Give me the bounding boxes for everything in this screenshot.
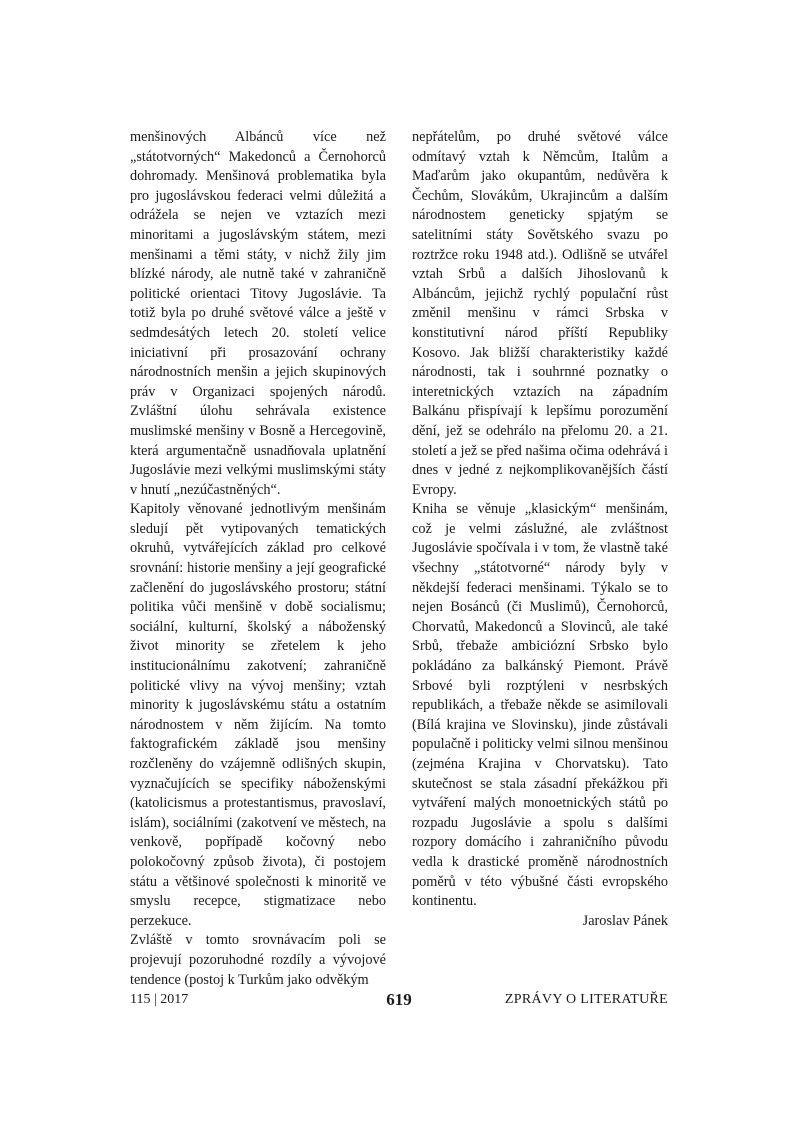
author-signature: Jaroslav Pánek [582, 912, 668, 929]
paragraph: Kapitoly věnované jednotlivým menšinám sledují pět vytipovaných tematických okruhů, vytvářejících základ pro celkové srovnání: historie menšiny a její geografické začlenění do jugoslávského prostoru; státní politika vůči menšině v době socialismu; sociální, kulturní, školský a náboženský život minority se zřetelem k jeho institucionálnímu zakotvení; zahraničně politické vlivy na vývoj menšiny; vztah minority k jugoslávskému státu a ostatním národnostem v něm žijícím. Na tomto faktografickém základě jsou menšiny rozčleněny do vzájemně odlišných skupin, vyznačujících se specifiky náboženskými (katolicismus a protestantismus, pravoslaví, islám), sociálními (zakotvení ve městech, na venkově, popřípadě kočovný nebo polokočovný způsob života), či postojem státu a většinové společnosti k minoritě ve smyslu recepce, stigmatizace nebo perzekuce. [130, 501, 386, 929]
section-title: ZPRÁVY O LITERATUŘE [504, 992, 668, 1007]
paragraph: Kniha se věnuje „klasickým“ menšinám, což je velmi záslužné, ale zvláštnost Jugoslávie spočívala i v tom, že vlastně také všechny „státotvorné“ národy byly v někdejší federaci menšinami. Týkalo se to nejen Bosánců (či Muslimů), Černohorců, Chorvatů, Makedonců a Slovinců, ale také Srbů, třebaže ambiciózní Srbsko bylo pokládáno za balkánský Piemont. Právě Srbové byli rozptýleni v nesrbských republikách, a třebaže někde se asimilovali (Bílá krajina ve Slovinsku), jinde zůstávali populačně i politicky velmi silnou menšinou (zejména Krajina v Chorvatsku). Tato skutečnost se stala zásadní překážkou při vytváření malých monoetnických států po rozpadu Jugoslávie a spolu s dalšími rozpory domácího i zahraničního původu vedla k drastické proměně národnostních poměrů v této výbušné části evropského kontinentu. [412, 501, 668, 910]
paragraph: Zvláště v tomto srovnávacím poli se projevují pozoruhodné rozdíly a vývojové tendence (postoj k Turkům jako odvěkým [130, 932, 386, 988]
issue-label: 115 | 2017 [130, 992, 189, 1007]
right-column [412, 128, 668, 931]
paragraph: nepřátelům, po druhé světové válce odmítavý vztah k Němcům, Italům a Maďarům jako okupantům, nedůvěra k Čechům, Slovákům, Ukrajincům a dalším národnostem geneticky spjatým se satelitními státy Sovětského svazu po roztržce roku 1948 atd.). Odlišně se utvářel vztah Srbů a dalších Jihoslovanů k Albáncům, jejichž rychlý populační růst změnil menšinu v rámci Srbska v konstitutivní národ příští Republiky Kosovo. Jak bližší charakteristiky každé národnosti, tak i souhrnné poznatky o interetnických vztazích na západním Balkánu přispívají k lepšímu porozumění dění, jež se odehrálo na přelomu 20. a 21. století a jež se před našima očima odehrává i dnes v jedné z nejkomplikovanějších částí Evropy. [412, 129, 668, 498]
page-number: 619 [386, 990, 412, 1009]
paragraph: menšinových Albánců více než „státotvorných“ Makedonců a Černohorců dohromady. Menšinová problematika byla pro jugoslávskou federaci velmi důležitá a odrážela se nejen ve vztazích mezi minoritami a jugoslávským státem, mezi menšinami a těmi státy, v nichž žily jim blízké národy, ale nutně také v zahraničně politické orientaci Titovy Jugoslávie. Ta totiž byla po druhé světové válce a ještě v sedmdesátých letech 20. století velice iniciativní při prosazování ochrany národnostních menšin a jejich skupinových práv v Organizaci spojených národů. Zvláštní úlohu sehrávala existence muslimské menšiny v Bosně a Hercegovině, která argumentačně usnadňovala uplatnění Jugoslávie mezi velkými muslimskými státy v hnutí „nezúčastněných“. [130, 129, 386, 498]
page-footer [130, 990, 668, 1014]
left-column [130, 128, 386, 990]
